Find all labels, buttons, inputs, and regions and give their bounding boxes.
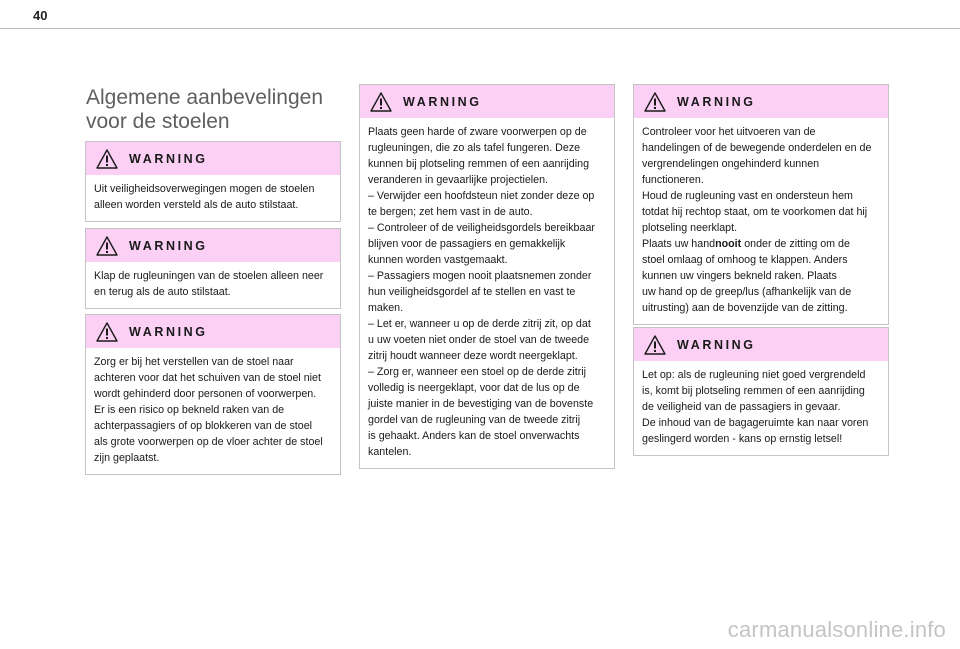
warning-5-line-5: Houd de rugleuning vast en ondersteun hem (642, 190, 853, 202)
warning-3-line-3: wordt gehinderd door personen of voorwerpen. (94, 388, 317, 400)
warning-text (634, 118, 888, 324)
warning-triangle-icon (96, 322, 118, 342)
warning-4-line-6: te bergen; zet hem vast in de auto. (368, 206, 533, 218)
section-title (86, 86, 346, 134)
emphasis-text: nooit (715, 238, 742, 250)
warning-5-line-10: kunnen uw vingers bekneld raken. Plaats (642, 270, 837, 282)
warning-4-line-17: volledig is neergeklapt, voor dat de lus op de (368, 382, 580, 394)
warning-triangle-icon (370, 92, 392, 112)
warning-5-line-6: totdat hij rechtop staat, om te voorkomen dat hij (642, 206, 868, 218)
warning-text (86, 175, 340, 221)
warning-label: WARNING (129, 324, 208, 339)
warning-1-line-1: Uit veiligheidsoverwegingen mogen de stoelen (94, 183, 315, 195)
warning-triangle-icon (96, 236, 118, 256)
warning-label: WARNING (129, 151, 208, 166)
warning-header (634, 85, 888, 118)
warning-box-5 (633, 84, 889, 325)
warning-triangle-icon (96, 149, 118, 169)
warning-5-line-11: uw hand op de greep/lus (afhankelijk van de (642, 286, 852, 298)
warning-6-line-3: de veiligheid van de passagiers in gevaar. (642, 401, 841, 413)
warning-triangle-icon (644, 92, 666, 112)
warning-5-line-12: uitrusting) aan de bovenzijde van de zitting. (642, 302, 848, 314)
warning-6-line-2: is, komt bij plotseling remmen of een aanrijding (642, 385, 865, 397)
warning-2-line-1: Klap de rugleuningen van de stoelen alleen neer (94, 270, 324, 282)
warning-5-line-4: functioneren. (642, 174, 704, 186)
warning-header (634, 328, 888, 361)
warning-box-2 (85, 228, 341, 309)
warning-1-line-2: alleen worden versteld als de auto stilstaat. (94, 199, 299, 211)
warning-4-line-9: kunnen worden vastgemaakt. (368, 254, 508, 266)
warning-label: WARNING (677, 337, 756, 352)
warning-4-line-4: veranderen in gevaarlijke projectielen. (368, 174, 549, 186)
warning-label: WARNING (677, 94, 756, 109)
warning-4-line-5: – Verwijder een hoofdsteun niet zonder deze op (368, 190, 595, 202)
warning-text (360, 118, 614, 468)
warning-header (86, 315, 340, 348)
warning-box-1 (85, 141, 341, 222)
warning-2-line-2: en terug als de auto stilstaat. (94, 286, 231, 298)
warning-5-line-9: stoel omlaag of omhoog te klappen. Anders (642, 254, 848, 266)
warning-5-line-3: vergrendelingen ongehinderd kunnen (642, 158, 820, 170)
warning-5-line-2: handelingen of de bewegende onderdelen en de (642, 142, 872, 154)
warning-3-line-1: Zorg er bij het verstellen van de stoel naar (94, 356, 294, 368)
warning-4-line-16: – Zorg er, wanneer een stoel op de derde zitrij (368, 366, 587, 378)
header-divider (0, 28, 960, 29)
warning-3-line-4: Er is een risico op bekneld raken van de (94, 404, 285, 416)
warning-text (634, 361, 888, 455)
warning-box-6 (633, 327, 889, 456)
warning-text (86, 348, 340, 474)
warning-6-line-4: De inhoud van de bagageruimte kan naar voren (642, 417, 869, 429)
warning-4-line-10: – Passagiers mogen nooit plaatsnemen zonder (368, 270, 592, 282)
warning-header (86, 229, 340, 262)
warning-4-line-2: rugleuningen, die zo als tafel fungeren. Deze (368, 142, 581, 154)
warning-4-line-18: juiste manier in de bevestiging van de bovenste (368, 398, 594, 410)
warning-label: WARNING (129, 238, 208, 253)
warning-4-line-3: kunnen bij plotseling remmen of een aanrijding (368, 158, 590, 170)
section-title-line-2: voor de stoelen (86, 110, 230, 133)
watermark: carmanualsonline.info (727, 617, 946, 642)
warning-4-line-13: – Let er, wanneer u op de derde zitrij zit, op dat (368, 318, 591, 330)
warning-4-line-8: blijven voor de passagiers en gemakkelijk (368, 238, 566, 250)
warning-5-line-1: Controleer voor het uitvoeren van de (642, 126, 816, 138)
warning-triangle-icon (644, 335, 666, 355)
warning-4-line-12: maken. (368, 302, 404, 314)
warning-4-line-7: – Controleer of de veiligheidsgordels bereikbaar (368, 222, 595, 234)
warning-5-line-7: plotseling neerklapt. (642, 222, 738, 234)
section-title-line-1: Algemene aanbevelingen (86, 86, 324, 109)
warning-5-line-8 (642, 236, 880, 252)
warning-6-line-5: geslingerd worden - kans op ernstig letsel! (642, 433, 843, 445)
warning-box-4 (359, 84, 615, 469)
warning-text (86, 262, 340, 308)
warning-header (360, 85, 614, 118)
warning-4-line-1: Plaats geen harde of zware voorwerpen op de (368, 126, 587, 138)
warning-label: WARNING (403, 94, 482, 109)
warning-4-line-15: zitrij houdt wanneer deze wordt neergeklapt. (368, 350, 578, 362)
warning-3-line-7: zijn geplaatst. (94, 452, 160, 464)
warning-4-line-11: hun veiligheidsgordel af te stellen en vast te (368, 286, 576, 298)
warning-4-line-14: u uw voeten niet onder de stoel van de tweede (368, 334, 590, 346)
warning-3-line-6: als grote voorwerpen op de vloer achter de stoel (94, 436, 323, 448)
warning-6-line-1: Let op: als de rugleuning niet goed vergrendeld (642, 369, 866, 381)
text-run: Plaats uw hand (642, 238, 716, 250)
warning-3-line-5: achterpassagiers of op blokkeren van de stoel (94, 420, 313, 432)
text-run: onder de zitting om de (741, 238, 850, 250)
warning-box-3 (85, 314, 341, 475)
warning-4-line-19: gordel van de rugleuning van de tweede zitrij (368, 414, 581, 426)
warning-3-line-2: achteren voor dat het schuiven van de stoel niet (94, 372, 321, 384)
warning-header (86, 142, 340, 175)
page-number: 40 (33, 8, 48, 23)
warning-4-line-21: kantelen. (368, 446, 412, 458)
warning-4-line-20: is gehaakt. Anders kan de stoel onverwachts (368, 430, 580, 442)
